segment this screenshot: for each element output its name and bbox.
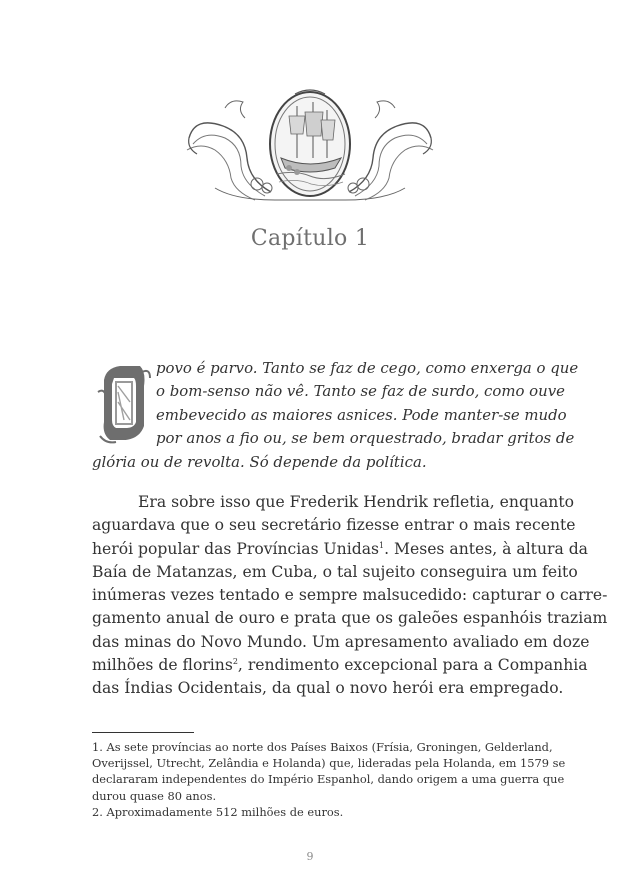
footnote-line: 2. Aproximadamente 512 milhões de euros. xyxy=(92,804,344,819)
body-line xyxy=(92,538,588,561)
footnote-ref-2[interactable]: 2 xyxy=(232,656,238,666)
body-line: aguardava que o seu secretário fizesse entrar o mais recente xyxy=(92,516,576,535)
chapter-title: Capítulo 1 xyxy=(250,226,370,251)
body-text-segment: herói popular das Províncias Unidas xyxy=(92,539,379,558)
body-line: Era sobre isso que Frederik Hendrik refletia, enquanto xyxy=(138,493,574,511)
body-text-segment: milhões de florins xyxy=(92,656,233,675)
intro-paragraph xyxy=(92,357,579,474)
body-text-segment: , rendimento excepcional para a Companhia xyxy=(237,656,588,675)
drop-cap-letter: O xyxy=(96,362,97,363)
body-line: Baía de Matanzas, em Cuba, o tal sujeito conseguira um feito xyxy=(92,562,578,581)
footnote-line: declararam independentes do Império Espanhol, dando origem a uma guerra que xyxy=(92,772,565,787)
footnote-line: Overijssel, Utrecht, Zelândia e Holanda) que, lideradas pela Holanda, em 1579 se xyxy=(92,756,566,771)
body-text-segment: . Meses antes, à altura da xyxy=(384,539,588,558)
intro-line: povo é parvo. Tanto se faz de cego, como enxerga o que xyxy=(156,359,579,377)
intro-line: por anos a fio ou, se bem orquestrado, bradar gritos de xyxy=(156,429,575,448)
body-line xyxy=(92,654,588,677)
footnote-divider xyxy=(92,732,194,733)
body-line: inúmeras vezes tentado e sempre malsucedido: capturar o carre- xyxy=(92,586,608,605)
footnote-line: durou quase 80 anos. xyxy=(92,788,217,803)
body-line: das minas do Novo Mundo. Um apresamento avaliado em doze xyxy=(92,632,590,651)
body-paragraph xyxy=(92,491,608,701)
body-line: das Índias Ocidentais, da qual o novo herói era empregado. xyxy=(92,679,564,698)
body-line: gamento anual de ouro e prata que os galeões espanhóis traziam xyxy=(92,609,608,628)
ship-vignette-icon xyxy=(185,88,435,204)
page-number: 9 xyxy=(306,850,314,863)
intro-line: glória ou de revolta. Só depende da política. xyxy=(92,452,427,471)
intro-line: o bom-senso não vê. Tanto se faz de surdo, como ouve xyxy=(156,382,565,401)
intro-line: embevecido as maiores asnices. Pode manter-se mudo xyxy=(156,405,567,424)
footnote-line: 1. As sete províncias ao norte dos Países Baixos (Frísia, Groningen, Gelderland, xyxy=(92,740,553,754)
footnote-ref-1[interactable]: 1 xyxy=(379,540,385,550)
footnotes xyxy=(92,739,566,820)
